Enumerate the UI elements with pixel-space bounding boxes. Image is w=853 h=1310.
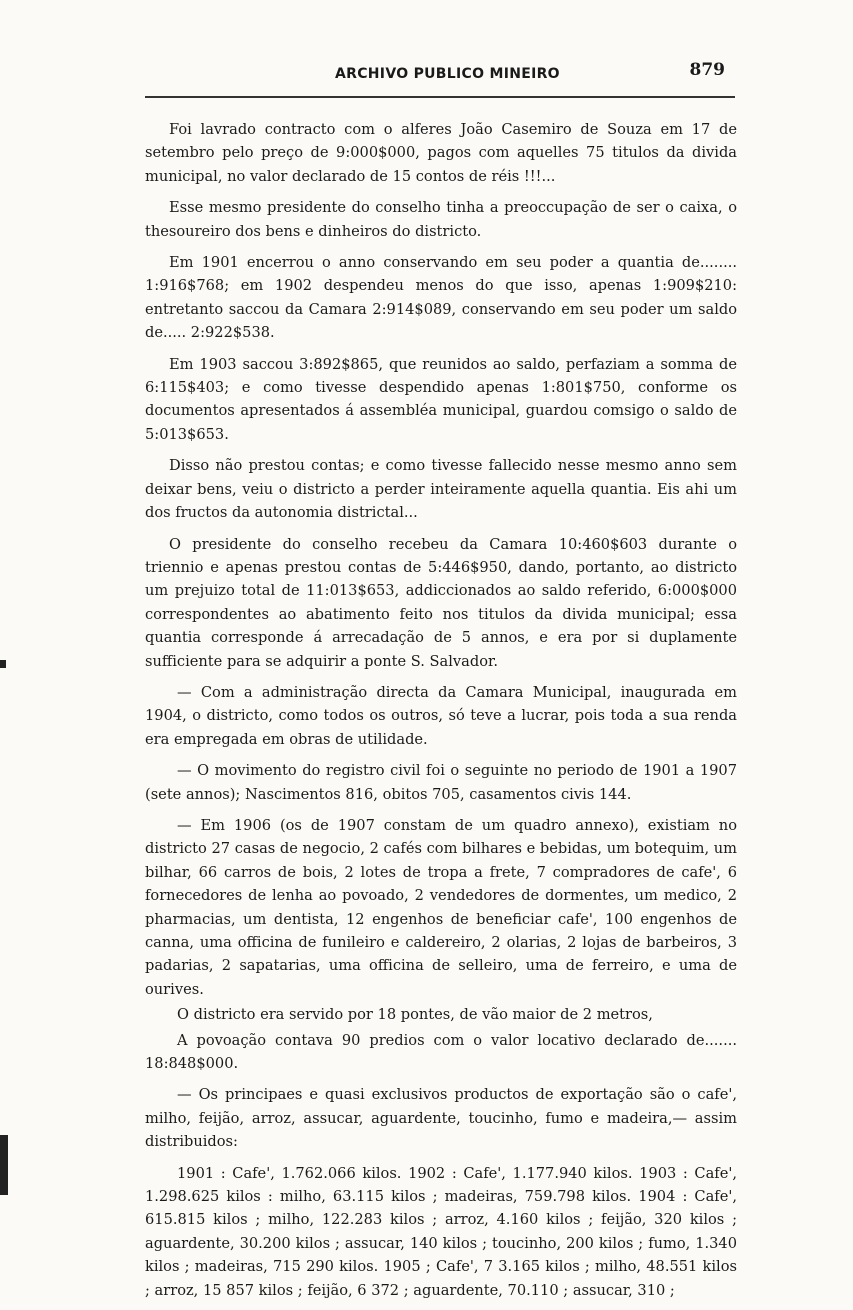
paragraph: Em 1901 encerrou o anno conservando em seu poder a quantia de........ 1:916$768; em 1902 despendeu menos do que isso, apenas 1:909$210: entretanto saccou da Camara 2:914$089, conservando em seu poder um saldo de..... 2:922$538. xyxy=(145,254,737,342)
header-rule xyxy=(145,96,735,98)
paragraph: Em 1903 saccou 3:892$865, que reunidos ao saldo, perfaziam a somma de 6:115$403; e como tivesse despendido apenas 1:801$750, conforme os documentos apresentados á assembléa municipal, guardou comsigo o saldo de 5:013$653. xyxy=(145,355,737,443)
paragraph: 1901 : Cafe', 1.762.066 kilos. 1902 : Cafe', 1.177.940 kilos. 1903 : Cafe', 1.298.625 kilos : milho, 63.115 kilos ; madeiras, 759.798 kilos. 1904 : Cafe', 615.815 kilos ; milho, 122.283 kilos ; arroz, 4.160 kilos ; feijão, 320 kilos ; aguardente, 30.200 kilos ; assucar, 140 kilos ; toucinho, 200 kilos ; fumo, 1.340 kilos ; madeiras, 715 290 kilos. 1905 ; Cafe', 7 3.165 kilos ; milho, 48.551 kilos ; arroz, 15 857 kilos ; feijão, 6 372 ; aguardente, 70.110 ; assucar, 310 ; xyxy=(145,1164,737,1299)
paragraph: O presidente do conselho recebeu da Camara 10:460$603 durante o triennio e apenas prestou contas de 5:446$950, dando, portanto, ao districto um prejuizo total de 11:013$653, addiccionados ao saldo referido, 6:000$000 correspondentes ao abatimento feito nos titulos da divida municipal; essa quantia corresponde á arrecadação de 5 annos, e era por si duplamente sufficiente para se adquirir a ponte S. Salvador. xyxy=(145,535,737,670)
page-header xyxy=(145,62,735,90)
body-text xyxy=(145,118,737,1310)
paragraph: Esse mesmo presidente do conselho tinha a preoccupação de ser o caixa, o thesoureiro dos bens e dinheiros do districto. xyxy=(145,199,737,240)
page-number: 879 xyxy=(689,60,725,80)
paragraph: Foi lavrado contracto com o alferes João Casemiro de Souza em 17 de setembro pelo preço de 9:000$000, pagos com aquelles 75 titulos da divida municipal, no valor declarado de 15 contos de réis !!!... xyxy=(145,121,737,185)
paragraph: A povoação contava 90 predios com o valor locativo declarado de....... 18:848$000. xyxy=(145,1031,737,1073)
paragraph: Disso não prestou contas; e como tivesse fallecido nesse mesmo anno sem deixar bens, veiu o districto a perder inteiramente aquella quantia. Eis ahi um dos fructos da autonomia districtal... xyxy=(145,457,737,522)
paragraph: O districto era servido por 18 pontes, de vão maior de 2 metros, xyxy=(177,1006,653,1024)
margin-mark xyxy=(0,1135,8,1195)
paragraph: — Os principaes e quasi exclusivos productos de exportação são o cafe', milho, feijão, arroz, assucar, aguardente, toucinho, fumo e madeira,— assim distribuidos: xyxy=(145,1086,737,1151)
margin-mark xyxy=(0,660,6,668)
paragraph: — O movimento do registro civil foi o seguinte no periodo de 1901 a 1907 (sete annos); Nascimentos 816, obitos 705, casamentos civis 144. xyxy=(145,762,737,803)
paragraph: — Com a administração directa da Camara Municipal, inaugurada em 1904, o districto, como todos os outros, só teve a lucrar, pois toda a sua renda era empregada em obras de utilidade. xyxy=(145,683,737,748)
paragraph: — Em 1906 (os de 1907 constam de um quadro annexo), existiam no districto 27 casas de negocio, 2 cafés com bilhares e bebidas, um botequim, um bilhar, 66 carros de bois, 2 lotes de tropa a frete, 7 compradores de cafe', 6 fornecedores de lenha ao povoado, 2 vendedores de dormentes, um medico, 2 pharmacias, um dentista, 12 engenhos de beneficiar cafe', 100 engenhos de canna, uma officina de funileiro e caldereiro, 2 olarias, 2 lojas de barbeiros, 3 padarias, 2 sapatarias, uma officina de selleiro, uma de ferreiro, e uma de ourives. xyxy=(145,816,737,998)
running-title: ARCHIVO PUBLICO MINEIRO xyxy=(335,66,560,82)
